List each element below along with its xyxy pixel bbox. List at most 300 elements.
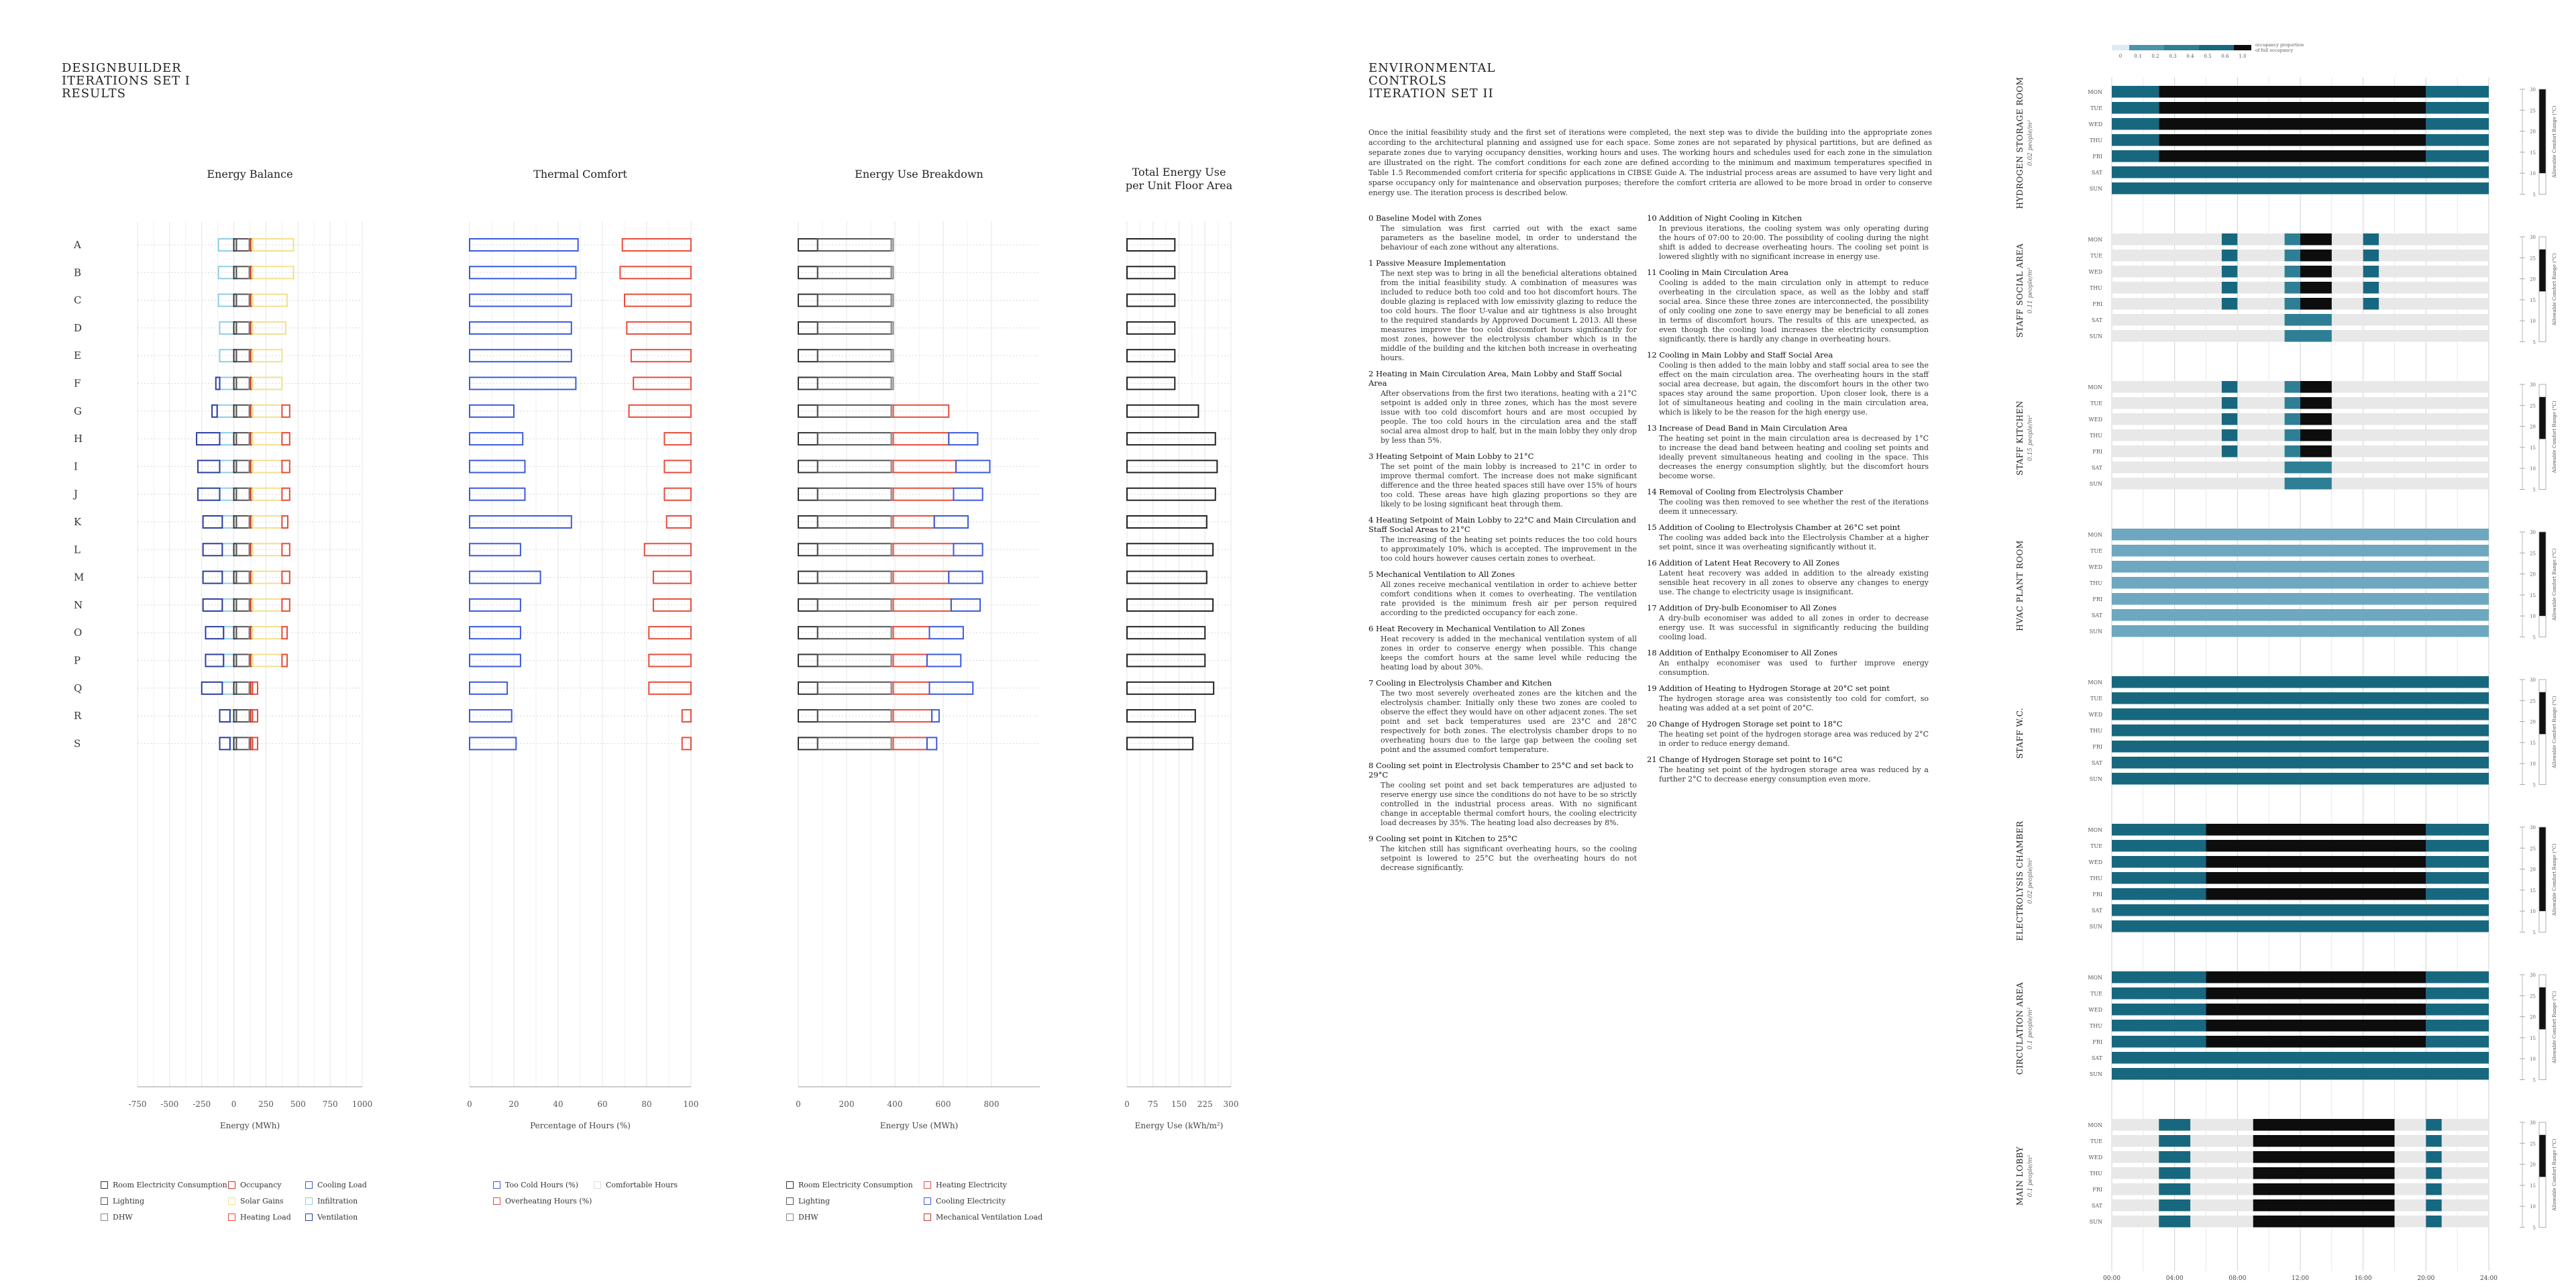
- legend-item: [228, 1181, 305, 1189]
- day-label: FRI: [2092, 301, 2102, 307]
- legend-label: Lighting: [798, 1197, 830, 1205]
- occupancy-block: [2285, 298, 2300, 310]
- occupancy-block: [2363, 298, 2379, 310]
- iteration-item: [1647, 523, 1929, 552]
- comfort-tick-label: 20: [2530, 572, 2536, 578]
- iteration-text: The hydrogen storage area was consistently too cold for comfort, so heating was added at a set point of 20°C.: [1659, 694, 1929, 712]
- legend-swatch: [786, 1181, 794, 1189]
- day-label: SUN: [2089, 333, 2102, 339]
- left-title-line: RESULTS: [62, 87, 127, 101]
- category-label: F: [74, 377, 81, 390]
- day-label: SAT: [2091, 760, 2102, 766]
- zone-density: 0.02 people/m²: [2027, 857, 2034, 904]
- tick-label: 40: [553, 1099, 564, 1109]
- occupancy-block: [2222, 445, 2237, 458]
- zone-schedules: [1999, 0, 2576, 1288]
- iteration-text: A dry-bulb economiser was added to all zones in order to decrease energy use. It was successful in significantly reducing the building cooling load.: [1659, 614, 1929, 641]
- iteration-text: Heat recovery is added in the mechanical ventilation system of all zones in order to conserve energy when possible. This change keeps the comfort hours at the same level while reducing the heating load by about 30%.: [1381, 635, 1637, 672]
- comfort-tick-label: 25: [2530, 256, 2536, 262]
- bar-room-electricity-consumption: [798, 655, 818, 667]
- occupancy-block: [2285, 413, 2300, 425]
- occupancy-block: [2426, 987, 2489, 1000]
- comfort-tick-label: 10: [2530, 171, 2536, 177]
- category-label: K: [74, 516, 82, 528]
- zone-label-group: [2015, 820, 2034, 941]
- iteration-text: The kitchen still has significant overheating hours, so the cooling setpoint is lowered to 25°C but the overheating hours do not decrease significantly.: [1381, 845, 1637, 872]
- occupancy-block: [2159, 102, 2206, 114]
- day-label: SUN: [2089, 186, 2102, 192]
- day-label: TUE: [2090, 696, 2102, 702]
- day-label: FRI: [2092, 449, 2102, 455]
- tick-label: 150: [1171, 1099, 1187, 1109]
- legend-swatch: [594, 1181, 601, 1189]
- comfort-tick-label: 5: [2532, 1077, 2536, 1083]
- iteration-item: [1647, 213, 1929, 262]
- day-label: WED: [2088, 564, 2102, 570]
- zone-label-group: [2015, 400, 2034, 476]
- category-label: I: [74, 460, 78, 473]
- occupancy-block: [2253, 1183, 2395, 1195]
- occupancy-block: [2426, 856, 2489, 868]
- occupancy-block: [2112, 920, 2489, 932]
- comfort-caption: Allowable Comfort Range (°C): [2552, 843, 2557, 916]
- occupancy-block: [2300, 282, 2332, 294]
- zone-label-group: [2015, 244, 2034, 338]
- iteration-title: 19 Addition of Heating to Hydrogen Storage at 20°C set point: [1647, 684, 1890, 693]
- occupancy-block: [2112, 904, 2489, 916]
- occupancy-block: [2426, 102, 2489, 114]
- comfort-tick-label: 10: [2530, 1204, 2536, 1210]
- thermal-comfort-legend: [493, 1181, 694, 1210]
- occupancy-block: [2426, 1004, 2489, 1016]
- occupancy-block: [2206, 86, 2426, 98]
- iteration-text: The two most severely overheated zones are the kitchen and the electrolysis chamber. Initially only these two zones are cooled to observe the effect they would have on other adjacent zones. The set point and set back temperatures used are 23°C and 28°C respectively for both zones. The electrolysis chamber drops to no overheating hours due to the large gap between the cooling set point and the assumed comfort temperature.: [1381, 689, 1637, 754]
- bar-solar-gains: [252, 572, 282, 584]
- legend-label: Heating Load: [240, 1213, 291, 1222]
- tick-label: 225: [1197, 1099, 1213, 1109]
- occupancy-block: [2206, 987, 2426, 1000]
- iteration-item: [1368, 213, 1637, 252]
- iteration-item: [1647, 755, 1929, 784]
- energy-use-legend: [786, 1181, 1055, 1226]
- legend-tick: 1.0: [2239, 54, 2247, 59]
- chart-title: per Unit Floor Area: [1125, 179, 1233, 192]
- bar-solar-gains: [252, 655, 282, 667]
- iteration-title: 13 Increase of Dead Band in Main Circulation Area: [1647, 423, 1847, 433]
- legend-item: [305, 1181, 382, 1189]
- occupancy-block: [2112, 888, 2206, 900]
- occupancy-block: [2426, 1199, 2441, 1212]
- legend-swatch: [2199, 45, 2216, 50]
- iteration-title: 12 Cooling in Main Lobby and Staff Social Area: [1647, 350, 1833, 360]
- comfort-tick-label: 25: [2530, 698, 2536, 704]
- legend-item: [924, 1197, 1051, 1205]
- legend-label: Cooling Load: [317, 1181, 367, 1189]
- bar-room-electricity-consumption: [798, 488, 818, 500]
- occupancy-block: [2426, 872, 2489, 884]
- occupancy-block: [2426, 1036, 2489, 1048]
- iteration-item: [1368, 678, 1637, 755]
- bar-room-electricity-consumption: [798, 572, 818, 584]
- bar-solar-gains: [252, 516, 282, 528]
- hour-label: 12:00: [2292, 1275, 2309, 1282]
- occupancy-block: [2112, 724, 2489, 737]
- day-label: TUE: [2090, 991, 2102, 997]
- tick-label: -250: [193, 1099, 211, 1109]
- occupancy-block: [2206, 1020, 2426, 1032]
- occupancy-block: [2222, 250, 2237, 262]
- occupancy-block: [2112, 840, 2206, 852]
- bar-overheating: [682, 710, 691, 722]
- comfort-range-bar: [2539, 532, 2546, 616]
- zone-name: STAFF SOCIAL AREA: [2015, 243, 2025, 338]
- occupancy-block: [2426, 888, 2489, 900]
- occupancy-block: [2426, 824, 2489, 836]
- comfort-tick-label: 30: [2530, 1120, 2536, 1126]
- legend-swatch: [101, 1214, 108, 1221]
- zone-density: 0.02 people/m²: [2027, 119, 2034, 166]
- bar-solar-gains: [252, 488, 282, 500]
- legend-label: DHW: [113, 1213, 133, 1222]
- legend-caption: of full occupancy: [2255, 48, 2294, 53]
- tick-label: 0: [467, 1099, 472, 1109]
- iteration-title: 14 Removal of Cooling from Electrolysis Chamber: [1647, 487, 1843, 496]
- comfort-tick-label: 30: [2530, 825, 2536, 830]
- day-label: TUE: [2090, 548, 2102, 554]
- occupancy-block: [2112, 971, 2206, 983]
- bar-solar-gains: [252, 405, 282, 417]
- legend-swatch: [786, 1214, 794, 1221]
- legend-item: [101, 1213, 228, 1222]
- comfort-tick-label: 30: [2530, 973, 2536, 978]
- occupancy-block: [2112, 150, 2159, 162]
- day-label: MON: [2088, 237, 2102, 243]
- occupancy-block: [2300, 266, 2332, 278]
- bar-cooling-electricity: [927, 737, 936, 749]
- occupancy-block: [2112, 561, 2489, 573]
- day-label: WED: [2088, 859, 2102, 865]
- tick-label: 100: [683, 1099, 699, 1109]
- comfort-tick-label: 30: [2530, 530, 2536, 535]
- day-label: WED: [2088, 121, 2102, 127]
- zone-name: HYDROGEN STORAGE ROOM: [2015, 76, 2025, 209]
- occupancy-block: [2112, 1020, 2206, 1032]
- legend-label: Ventilation: [317, 1213, 358, 1222]
- legend-item: [594, 1181, 688, 1189]
- comfort-tick-label: 15: [2530, 592, 2536, 598]
- comfort-tick-label: 20: [2530, 424, 2536, 430]
- chart-title: Thermal Comfort: [533, 168, 627, 180]
- iteration-text: The set point of the main lobby is increased to 21°C in order to improve thermal comfort. The increase does not make significant difference and the three heated spaces still have over 15% of hours too cold. These areas have high glazing proportions so they are likely to be losing significant heat through them.: [1381, 462, 1637, 508]
- occupancy-block: [2206, 134, 2426, 146]
- legend-item: [786, 1181, 924, 1189]
- bar-room-electricity-consumption: [798, 266, 818, 278]
- bar-room-electricity-consumption: [798, 516, 818, 528]
- hour-label: 24:00: [2480, 1275, 2498, 1282]
- bar-room-electricity-consumption: [798, 239, 818, 251]
- day-label: WED: [2088, 269, 2102, 275]
- legend-swatch: [2164, 45, 2182, 50]
- occupancy-block: [2206, 118, 2426, 130]
- day-label: SAT: [2091, 465, 2102, 471]
- comfort-tick-label: 25: [2530, 994, 2536, 1000]
- occupancy-block: [2253, 1135, 2395, 1147]
- comfort-tick-label: 20: [2530, 719, 2536, 725]
- comfort-tick-label: 5: [2532, 635, 2536, 641]
- day-label: MON: [2088, 975, 2102, 981]
- iteration-title: 10 Addition of Night Cooling in Kitchen: [1647, 213, 1803, 223]
- iteration-item: [1368, 451, 1637, 509]
- legend-item: [786, 1197, 924, 1205]
- occupancy-block: [2112, 692, 2489, 704]
- bar-cooling-electricity: [953, 488, 982, 500]
- bar-solar-gains: [252, 543, 282, 555]
- tick-label: -500: [160, 1099, 179, 1109]
- occupancy-block: [2159, 1151, 2190, 1163]
- comfort-tick-label: 15: [2530, 1035, 2536, 1041]
- occupancy-block: [2300, 314, 2332, 326]
- occupancy-block: [2159, 1167, 2190, 1179]
- iteration-item: [1647, 268, 1929, 344]
- comfort-tick-label: 15: [2530, 740, 2536, 746]
- occupancy-block: [2159, 1135, 2190, 1147]
- iteration-title: 7 Cooling in Electrolysis Chamber and Kitchen: [1368, 678, 1552, 688]
- occupancy-block: [2112, 545, 2489, 557]
- occupancy-block: [2285, 266, 2300, 278]
- occupancy-block: [2300, 445, 2332, 458]
- iteration-item: [1647, 350, 1929, 417]
- occupancy-block: [2206, 102, 2426, 114]
- zone-name: STAFF W.C.: [2015, 707, 2025, 759]
- occupancy-block: [2426, 1020, 2489, 1032]
- comfort-range-bar: [2539, 827, 2546, 911]
- legend-item: [305, 1213, 382, 1222]
- comfort-tick-label: 10: [2530, 761, 2536, 767]
- iteration-text: An enthalpy economiser was used to further improve energy consumption.: [1659, 659, 1929, 677]
- iteration-text: In previous iterations, the cooling system was only operating during the hours of 07:00 to 20:00. The possibility of cooling during the night shift is added to decrease overheating hours. The cooling set point is lowered slightly with no significant increase in energy use.: [1659, 224, 1929, 261]
- legend-item: [924, 1181, 1051, 1189]
- comfort-caption: Allowable Comfort Range (°C): [2552, 548, 2557, 621]
- occupancy-block: [2206, 1004, 2426, 1016]
- iteration-text: The heating set point of the hydrogen storage area was reduced by a further 2°C to decrease energy consumption even more.: [1659, 765, 1929, 784]
- axis-label: Percentage of Hours (%): [530, 1121, 631, 1130]
- occupancy-block: [2285, 397, 2300, 409]
- legend-item: [101, 1181, 228, 1189]
- iterations-column-right: [1647, 213, 1929, 790]
- tick-label: 800: [983, 1099, 1000, 1109]
- occupancy-block: [2285, 250, 2300, 262]
- occupancy-block: [2159, 118, 2206, 130]
- comfort-range-bar: [2539, 250, 2546, 292]
- zone-name: MAIN LOBBY: [2015, 1146, 2025, 1206]
- occupancy-block: [2426, 1119, 2441, 1131]
- comfort-tick-label: 20: [2530, 276, 2536, 282]
- legend-swatch: [924, 1214, 931, 1221]
- occupancy-block: [2426, 86, 2489, 98]
- comfort-tick-label: 25: [2530, 403, 2536, 409]
- legend-label: Room Electricity Consumption: [798, 1181, 913, 1189]
- bar-cooling-electricity: [953, 543, 982, 555]
- iteration-title: 3 Heating Setpoint of Main Lobby to 21°C: [1368, 451, 1534, 461]
- comfort-tick-label: 15: [2530, 888, 2536, 894]
- occupancy-block: [2426, 134, 2489, 146]
- bar-room-electricity-consumption: [798, 294, 818, 307]
- bar-heating-electricity: [893, 599, 951, 611]
- day-label: TUE: [2090, 400, 2102, 407]
- legend-label: Heating Electricity: [936, 1181, 1007, 1189]
- legend-tick: 0.2: [2151, 54, 2159, 59]
- comfort-tick-label: 10: [2530, 1057, 2536, 1063]
- iteration-item: [1368, 515, 1637, 564]
- iteration-title: 17 Addition of Dry-bulb Economiser to All Zones: [1647, 603, 1837, 612]
- comfort-tick-label: 15: [2530, 1183, 2536, 1189]
- occupancy-block: [2285, 314, 2300, 326]
- bar-solar-gains: [252, 627, 282, 639]
- legend-label: Infiltration: [317, 1197, 358, 1205]
- iteration-item: [1368, 624, 1637, 672]
- tick-label: 600: [935, 1099, 951, 1109]
- comfort-tick-label: 10: [2530, 614, 2536, 620]
- comfort-tick-label: 30: [2530, 678, 2536, 683]
- iteration-title: 18 Addition of Enthalpy Economiser to All Zones: [1647, 648, 1838, 657]
- category-label: P: [74, 654, 81, 667]
- day-label: SAT: [2091, 908, 2102, 914]
- bar-cooling-electricity: [927, 655, 961, 667]
- legend-swatch: [228, 1181, 235, 1189]
- day-label: FRI: [2092, 1187, 2102, 1193]
- occupancy-block: [2285, 478, 2332, 490]
- comfort-tick-label: 25: [2530, 551, 2536, 557]
- occupancy-block: [2112, 625, 2489, 637]
- comfort-tick-label: 15: [2530, 297, 2536, 303]
- occupancy-block: [2206, 840, 2426, 852]
- category-label: M: [74, 571, 85, 584]
- occupancy-block: [2285, 462, 2332, 474]
- occupancy-block: [2300, 397, 2332, 409]
- iteration-title: 6 Heat Recovery in Mechanical Ventilation to All Zones: [1368, 624, 1585, 633]
- tick-label: 0: [796, 1099, 801, 1109]
- zone-label-group: [2015, 982, 2034, 1075]
- occupancy-block: [2159, 86, 2206, 98]
- occupancy-block: [2112, 577, 2489, 589]
- legend-label: Mechanical Ventilation Load: [936, 1213, 1043, 1222]
- bar-cooling-electricity: [951, 599, 980, 611]
- tick-label: 400: [887, 1099, 903, 1109]
- bar-solar-gains: [252, 378, 282, 390]
- iteration-item: [1368, 761, 1637, 828]
- bar-room-electricity-consumption: [798, 350, 818, 362]
- zone-density: 0.1 people/m²: [2027, 1007, 2034, 1050]
- comfort-tick-label: 10: [2530, 466, 2536, 472]
- iteration-title: 0 Baseline Model with Zones: [1368, 213, 1482, 223]
- comfort-caption-group: [2552, 105, 2557, 178]
- iteration-item: [1647, 423, 1929, 481]
- zone-name: STAFF KITCHEN: [2015, 400, 2025, 476]
- occupancy-block: [2112, 824, 2206, 836]
- category-label: H: [74, 433, 83, 445]
- day-label: THU: [2089, 138, 2102, 144]
- comfort-caption: Allowable Comfort Range (°C): [2552, 400, 2557, 474]
- iteration-text: After observations from the first two iterations, heating with a 21°C setpoint is added only in three zones, which has the most severe issue with too cold discomfort hours and are most occupied by people. The too cold hours in the circulation area and the staff social area almost drop to half, but in the main lobby they only drop by less than 5%.: [1381, 389, 1637, 445]
- occupancy-block: [2222, 233, 2237, 246]
- zone-density: 0.15 people/m²: [2027, 415, 2034, 462]
- legend-tick: 0: [2118, 54, 2123, 59]
- center-title-line: ITERATION SET II: [1368, 87, 1494, 101]
- bar-room-electricity-consumption: [798, 543, 818, 555]
- legend-swatch: [924, 1181, 931, 1189]
- bar-overheating: [623, 239, 691, 251]
- legend-swatch: [305, 1181, 313, 1189]
- occupancy-block: [2426, 1151, 2441, 1163]
- day-label: FRI: [2092, 892, 2102, 898]
- legend-item: [228, 1213, 305, 1222]
- zone-label-group: [2015, 1146, 2034, 1205]
- comfort-tick-label: 5: [2532, 782, 2536, 788]
- iteration-text: The cooling was then removed to see whether the rest of the iterations deem it unnecessary.: [1659, 498, 1929, 516]
- legend-item: [101, 1197, 228, 1205]
- iteration-item: [1647, 648, 1929, 678]
- day-label: THU: [2089, 433, 2102, 439]
- occupancy-block: [2112, 593, 2489, 605]
- day-label: SUN: [2089, 924, 2102, 930]
- bar-room-electricity-consumption: [798, 460, 818, 472]
- occupancy-block: [2363, 233, 2379, 246]
- chart-title: Energy Use Breakdown: [855, 168, 983, 180]
- legend-swatch: [2182, 45, 2199, 50]
- day-label: THU: [2089, 1023, 2102, 1029]
- occupancy-block: [2285, 381, 2300, 393]
- legend-label: Lighting: [113, 1197, 145, 1205]
- day-label: MON: [2088, 532, 2102, 538]
- occupancy-block: [2300, 298, 2332, 310]
- zone-label-group: [2015, 77, 2034, 209]
- comfort-caption: Allowable Comfort Range (°C): [2552, 696, 2557, 769]
- comfort-tick-label: 5: [2532, 192, 2536, 198]
- bar-solar-gains: [252, 599, 282, 611]
- legend-item: [305, 1197, 382, 1205]
- hour-label: 00:00: [2103, 1275, 2121, 1282]
- legend-swatch: [2147, 45, 2164, 50]
- iteration-title: 8 Cooling set point in Electrolysis Chamber to 25°C and set back to 29°C: [1368, 761, 1633, 780]
- legend-swatch: [2129, 45, 2147, 50]
- comfort-tick-label: 5: [2532, 487, 2536, 493]
- iteration-item: [1647, 719, 1929, 749]
- occupancy-block: [2222, 381, 2237, 393]
- iteration-item: [1368, 258, 1637, 363]
- bar-solar-gains: [252, 460, 282, 472]
- bar-ventilation: [212, 405, 217, 417]
- day-label: THU: [2089, 580, 2102, 586]
- bar-too-cold: [470, 378, 576, 390]
- occupancy-block: [2112, 676, 2489, 688]
- occupancy-block: [2112, 1068, 2489, 1080]
- occupancy-block: [2300, 233, 2332, 246]
- occupancy-block: [2300, 250, 2332, 262]
- occupancy-block: [2426, 840, 2489, 852]
- day-label: WED: [2088, 417, 2102, 423]
- legend-swatch: [924, 1197, 931, 1205]
- comfort-tick-label: 10: [2530, 319, 2536, 325]
- category-label: G: [74, 405, 82, 417]
- occupancy-block: [2206, 856, 2426, 868]
- day-label: SUN: [2089, 1071, 2102, 1077]
- day-label: SUN: [2089, 776, 2102, 782]
- left-title-line: ITERATIONS SET I: [62, 74, 191, 88]
- day-label: FRI: [2092, 154, 2102, 160]
- bar-room-electricity-consumption: [798, 710, 818, 722]
- occupancy-block: [2112, 1004, 2206, 1016]
- day-label: THU: [2089, 875, 2102, 881]
